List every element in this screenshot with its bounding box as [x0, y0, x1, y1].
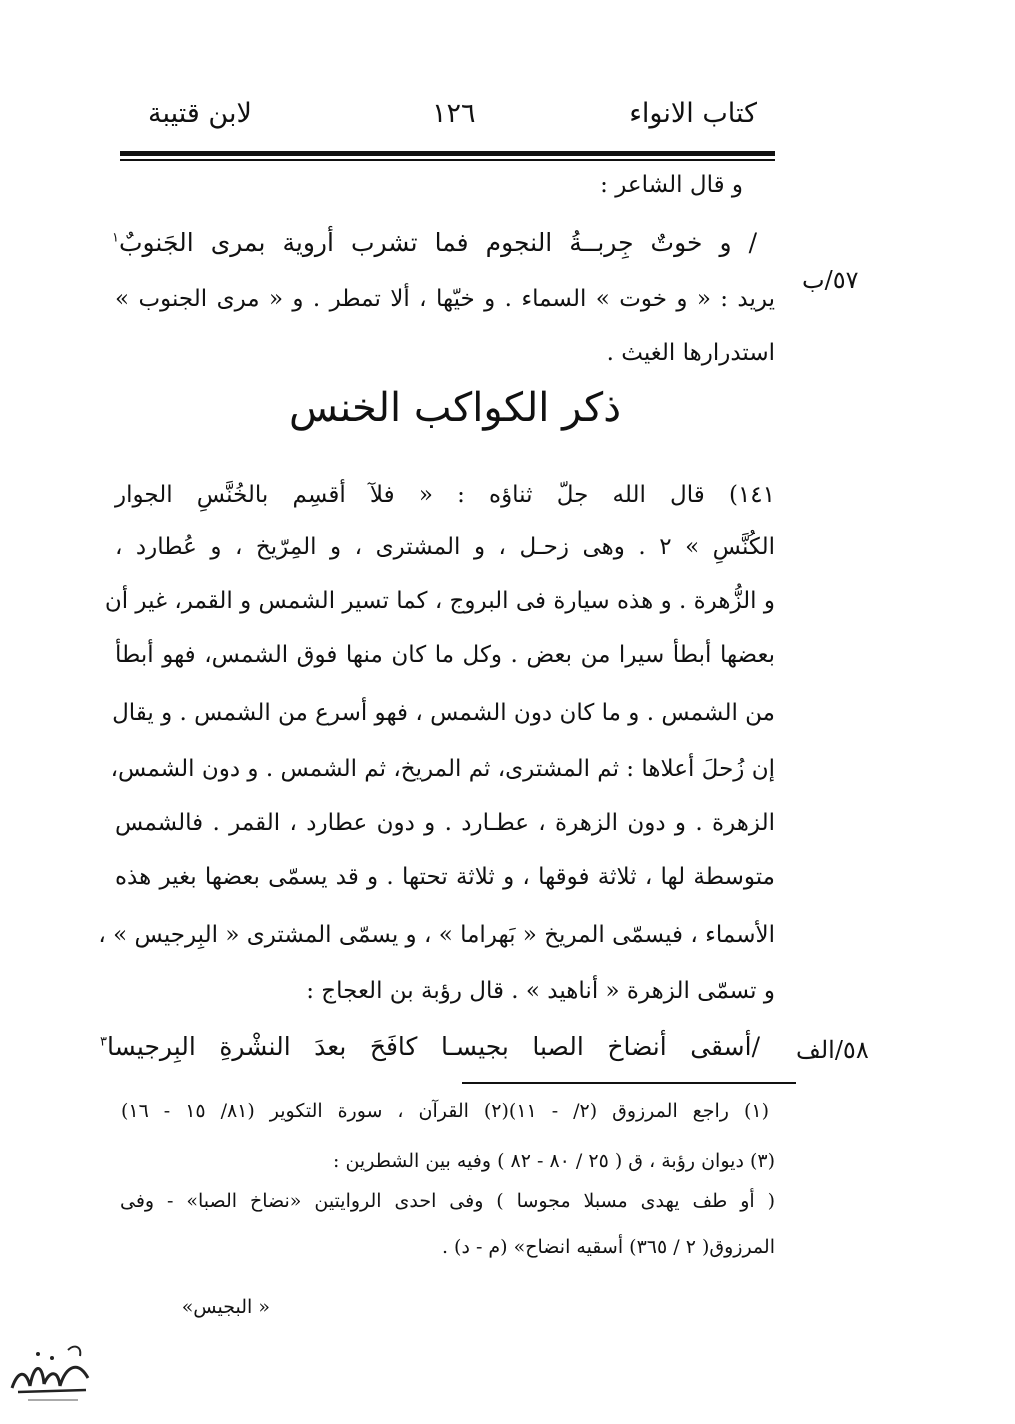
section-title: ذكر الكواكب الخنس — [288, 385, 622, 431]
folio-marker: ٥٨/الف — [796, 1036, 869, 1064]
verse-intro: و قال الشاعر : — [600, 172, 743, 198]
paragraph-line: الكُنَّسِ » ٢ . وهى زحـل ، و المشترى ، و المِرّيخ ، و عُطارد ، — [115, 534, 776, 560]
footnote: (١) راجع المرزوق (٢/ - ١١)(٢) القرآن ، سورة التكوير (٨١/ ١٥ - ١٦) — [121, 1100, 769, 1122]
footnote: (٣) ديوان رؤبة ، ق ( ٢٥ / ٨٠ - ٨٢ ) وفيه بين الشطرين : — [333, 1150, 775, 1172]
footnote-mark: ٣ — [100, 1034, 107, 1050]
verse-text: /أسقى أنضاخ الصبا بجيسـا كافَحَ بعدَ النشْرةِ البِرجيسا — [106, 1032, 760, 1061]
author-name: لابن قتيبة — [148, 98, 252, 129]
page-number: ١٢٦ — [432, 98, 476, 129]
paragraph-line: الزهرة . و دون الزهرة ، عطـارد . و دون عطارد ، القمر . فالشمس — [115, 810, 775, 836]
footnote-mark: ١ — [112, 230, 119, 246]
footnote-rule — [462, 1082, 796, 1084]
paragraph-line: و تسمّى الزهرة « أناهيد » . قال رؤبة بن العجاج : — [306, 978, 775, 1004]
header-rule-thin — [120, 159, 775, 161]
library-stamp-logo — [8, 1340, 94, 1412]
body-line: يريد : « و خوت » السماء . و خيّها ، ألا تمطر . و « مرى الجنوب » — [115, 286, 775, 312]
book-title: كتاب الانواء — [629, 98, 757, 129]
body-line: استدرارها الغيث . — [606, 340, 775, 366]
folio-marker: ٥٧/ب — [802, 266, 859, 294]
verse-line — [100, 1032, 760, 1061]
footnote: ( أو طف يهدى مسبلا مجوسا ) وفى احدى الروايتين «نضاخ الصبا» - وفى — [120, 1190, 775, 1212]
verse-line — [112, 228, 757, 257]
paragraph-line: ١٤١) قال الله جلّ ثناؤه : « فلآ أقسِم بالخُنَّسِ الجوار — [115, 482, 775, 508]
verse-text: / و خوتٌ جِربــةُ النجوم فما تشرب أروية بمرى الجَنوبٌ — [118, 228, 757, 257]
paragraph-line: من الشمس . و ما كان دون الشمس ، فهو أسرع من الشمس . و يقال — [112, 700, 775, 726]
paragraph-line: إن زُحلَ أعلاها : ثم المشترى، ثم المريخ، ثم الشمس . و دون الشمس، — [110, 756, 775, 782]
paragraph-line: و الزُّهرة . و هذه سيارة فى البروج ، كما تسير الشمس و القمر، غير أن — [104, 588, 775, 614]
header-rule-thick — [120, 151, 775, 156]
paragraph-line: بعضها أبطأ سيرا من بعض . وكل ما كان منها فوق الشمس، فهو أبطأ — [115, 642, 775, 668]
paragraph-line: الأسماء ، فيسمّى المريخ « بَهراما » ، و يسمّى المشترى « البِرجيس » ، — [98, 922, 775, 948]
paragraph-line: متوسطة لها ، ثلاثة فوقها ، و ثلاثة تحتها . و قد يسمّى بعضها بغير هذه — [115, 864, 775, 890]
footnote: « البجيس» — [181, 1296, 270, 1318]
footnote: المرزوق( ٢ / ٣٦٥) أسقيه انضاح» (م - د) . — [441, 1236, 775, 1258]
